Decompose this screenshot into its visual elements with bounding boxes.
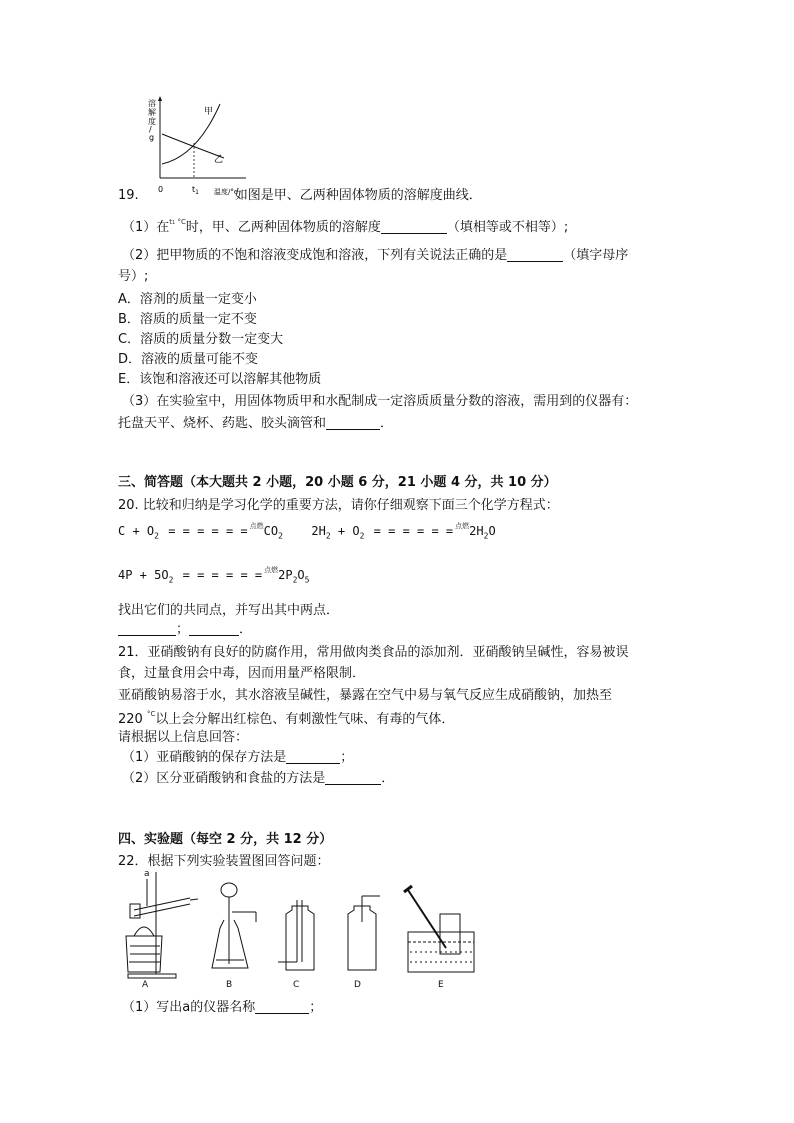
q21-p1-text: （1）亚硝酸钠的保存方法是 (122, 750, 287, 765)
q21-line3: 亚硝酸钠易溶于水，其水溶液呈碱性，暴露在空气中易与氧气反应生成硝酸钠，加热至 (118, 688, 613, 703)
graph-y-label-1: 溶 (148, 99, 156, 108)
q20-end: ． (239, 622, 253, 637)
graph-y-label-5: g (149, 133, 155, 142)
eq3-left: $4P + 5O_2$ (118, 568, 174, 585)
q19-p1-text: 时，甲、乙两种固体物质的溶解度 (185, 220, 381, 235)
graph-t1: $t_1$ (192, 185, 199, 196)
q19-p3-text: 托盘天平、烧杯、药匙、胶头滴管和 (118, 416, 327, 431)
q19-p1-c: C (180, 218, 186, 226)
q19-option-e: E．该饱和溶液还可以溶解其他物质 (118, 372, 322, 387)
q19-part3-line1: （3）在实验室中，用固体物质甲和水配制成一定溶质质量分数的溶液，需用到的仪器有： (122, 394, 638, 409)
q22-part1 (122, 996, 322, 1015)
eq3-eq: = = = = = = (182, 568, 263, 582)
graph-origin: 0 (158, 185, 164, 194)
apparatus-label-e: E (438, 980, 444, 990)
apparatus-a (126, 869, 198, 978)
q20-text: 20. 比较和归纳是学习化学的重要方法，请你仔细观察下面三个化学方程式： (118, 498, 559, 513)
q19-intro-line (118, 184, 482, 203)
apparatus-label-b: B (226, 980, 233, 990)
q21-line1: 21．亚硝酸钠有良好的防腐作用，常用做肉类食品的添加剂．亚硝酸钠呈碱性，容易被误 (118, 645, 629, 660)
q21-deg: ° (146, 710, 151, 718)
eq2-right: $2H_2O$ (469, 524, 496, 541)
q21-line4-text: 以上会分解出红棕色、有刺激性气味、有毒的气体． (155, 712, 455, 727)
graph-x-label: 温度/°c (214, 188, 238, 196)
apparatus-b (212, 883, 256, 968)
q19-option-d: D．溶液的质量可能不变 (118, 352, 259, 367)
eq1-eq: = = = = = = (168, 524, 248, 538)
q19-part3-line2 (118, 412, 393, 431)
section4-heading: 四、实验题（每空 2 分，共 12 分） (118, 832, 333, 847)
apparatus-d (348, 896, 380, 970)
section3-heading: 三、简答题（本大题共 2 小题，20 小题 6 分，21 小题 4 分，共 10 分） (118, 475, 557, 490)
apparatus-c (278, 900, 314, 970)
q19-part2-line1 (122, 244, 628, 263)
q22-text: 22．根据下列实验装置图回答问题： (118, 854, 330, 869)
q19-part1 (122, 216, 568, 235)
graph-y-label-3: 度 (148, 117, 156, 126)
q19-p1-blank[interactable] (381, 219, 447, 234)
q19-p2-blank[interactable] (507, 247, 563, 262)
q21-p2-blank[interactable] (325, 770, 381, 785)
q19-p2-text: （2）把甲物质的不饱和溶液变成饱和溶液，下列有关说法正确的是 (122, 248, 508, 263)
graph-y-label-2: 解 (148, 108, 156, 117)
eq1-left: $C + O_2$ (118, 524, 159, 541)
apparatus-figure (116, 866, 506, 990)
apparatus-label-d: D (354, 980, 361, 990)
eq2-eq: = = = = = = (373, 524, 454, 538)
q21-part2 (122, 767, 394, 786)
q20-blank-2[interactable] (189, 621, 239, 636)
q21-p2-end: ． (381, 771, 395, 786)
q21-p1-blank[interactable] (286, 749, 340, 764)
eq3-cond: 点燃 (264, 566, 279, 574)
apparatus-label-c: C (293, 980, 300, 990)
eq2-left: $2H_2 + O_2$ (311, 524, 365, 541)
q20-blank-1[interactable] (118, 621, 176, 636)
label-a-instrument: a (144, 869, 150, 879)
eq1-cond: 点燃 (249, 522, 264, 530)
graph-y-label-4: / (149, 125, 152, 134)
q22-p1-blank[interactable] (255, 999, 309, 1014)
eq1-right: $CO_2$ (263, 524, 283, 541)
q21-line2: 食，过量食用会中毒，因而用量严格限制． (118, 666, 366, 681)
q19-number: 19. (118, 188, 139, 203)
q20-ask: 找出它们的共同点，并写出其中两点． (118, 603, 340, 618)
q19-p1-temp: t1 ° (169, 218, 181, 226)
apparatus-label-a: A (142, 980, 149, 990)
q19-intro: 如图是甲、乙两种固体物质的溶解度曲线． (234, 188, 482, 203)
q19-option-a: A．溶剂的质量一定变小 (118, 292, 257, 307)
q19-p2-hint: （填字母序 (563, 248, 629, 263)
q21-p1-end: ； (340, 750, 354, 765)
q21-line4 (118, 708, 454, 727)
q21-temp: 220 (118, 712, 143, 727)
q21-p2-text: （2）区分亚硝酸钠和食盐的方法是 (122, 771, 326, 786)
q20-equation-line1 (118, 524, 496, 540)
q20-answer-line (118, 618, 252, 637)
q20-equation-line2 (118, 568, 309, 584)
q22-p1-end: ； (309, 1000, 323, 1015)
q19-p3-blank[interactable] (326, 415, 380, 430)
q19-p3-end: ． (380, 416, 394, 431)
q19-option-b: B．溶质的质量一定不变 (118, 312, 257, 327)
q19-option-c: C．溶质的质量分数一定变大 (118, 332, 284, 347)
eq3-right: $2P_2O_5$ (278, 568, 310, 585)
q21-part1 (122, 746, 353, 765)
q21-line5: 请根据以上信息回答： (118, 730, 249, 745)
q21-c: C (150, 710, 156, 718)
q19-p1-hint: （填相等或不相等）; (446, 220, 569, 235)
curve-a-label: 甲 (204, 107, 214, 117)
eq2-cond: 点燃 (455, 522, 470, 530)
apparatus-e (404, 886, 474, 972)
graph-y-arrow (158, 96, 162, 101)
q19-part2-line2: 号）; (118, 269, 149, 284)
q20-sep: ； (176, 622, 190, 637)
curve-b-label: 乙 (214, 155, 224, 165)
q22-p1-text: （1）写出a的仪器名称 (122, 1000, 256, 1015)
solubility-graph (142, 96, 252, 198)
q19-p1-lead: （1）在 (122, 220, 170, 235)
